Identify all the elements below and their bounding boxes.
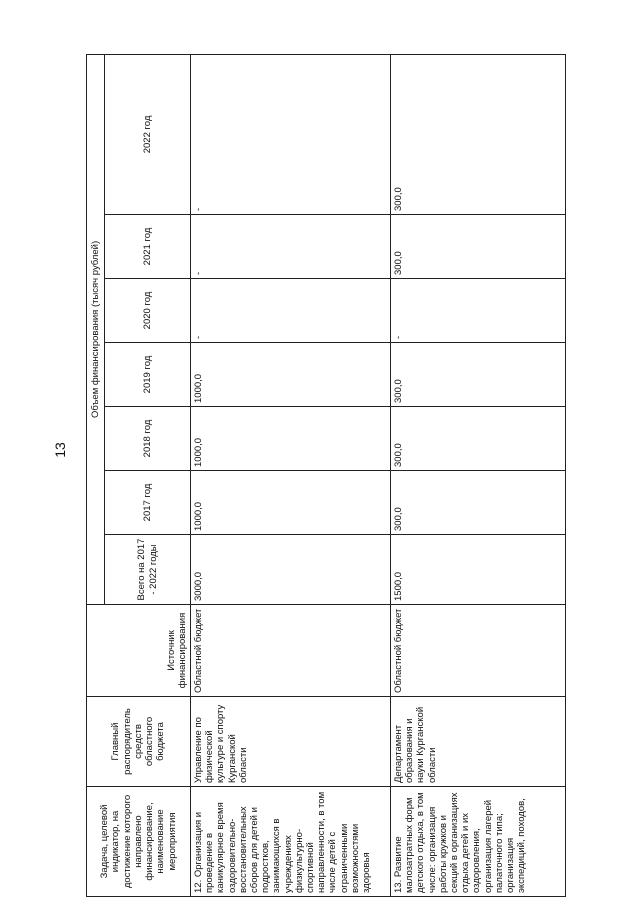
table-row (391, 54, 566, 896)
row-2020: - (391, 279, 566, 343)
row-task: 12. Организация и проведение в каникулярное время оздоровительно-восстановительных сборов для детей и подростков, занимающихся в учреждениях физкультурно-спортивной направленности, в том числе детей с ограниченными возможностями здоровья (191, 787, 391, 897)
row-total: 1500,0 (391, 535, 566, 605)
row-manager: Департамент образования и науки Курганской области (391, 697, 566, 787)
financing-table (86, 54, 566, 897)
row-2017: 1000,0 (191, 471, 391, 535)
header-task: Задача, целевой индикатор, на достижение которого направлено финансирование, наименование мероприятия (87, 787, 191, 897)
header-year-2017: 2017 год (105, 471, 191, 535)
row-2020: - (191, 279, 391, 343)
header-manager: Главный распорядитель средств областного бюджета (87, 697, 191, 787)
row-manager: Управление по физической культуре и спорту Курганской области (191, 697, 391, 787)
header-total: Всего на 2017 - 2022 годы (105, 535, 191, 605)
page-number: 13 (52, 442, 68, 458)
row-2022: 300,0 (391, 54, 566, 214)
row-2018: 1000,0 (191, 407, 391, 471)
row-2018: 300,0 (391, 407, 566, 471)
row-2021: - (191, 215, 391, 279)
row-2021: 300,0 (391, 215, 566, 279)
row-2019: 1000,0 (191, 343, 391, 407)
row-source: Областной бюджет (191, 605, 391, 697)
row-2017: 300,0 (391, 471, 566, 535)
header-year-2018: 2018 год (105, 407, 191, 471)
header-source: Источник финансирования (87, 605, 191, 697)
header-year-2020: 2020 год (105, 279, 191, 343)
row-total: 3000,0 (191, 535, 391, 605)
row-source: Областной бюджет (391, 605, 566, 697)
row-2019: 300,0 (391, 343, 566, 407)
row-task: 13. Развитие малозатратных форм детского отдыха, в том числе: организация работы кружков и секций в организациях отдыха детей и их оздоровления, организация лагерей палаточного типа; организация экспедиций, походов, (391, 787, 566, 897)
table-row (191, 54, 391, 896)
row-2022: - (191, 54, 391, 214)
header-year-2022: 2022 год (105, 54, 191, 214)
header-year-2019: 2019 год (105, 343, 191, 407)
header-year-2021: 2021 год (105, 215, 191, 279)
rotated-page-content (86, 55, 566, 897)
header-volume: Объем финансирования (тысяч рублей) (87, 54, 105, 604)
